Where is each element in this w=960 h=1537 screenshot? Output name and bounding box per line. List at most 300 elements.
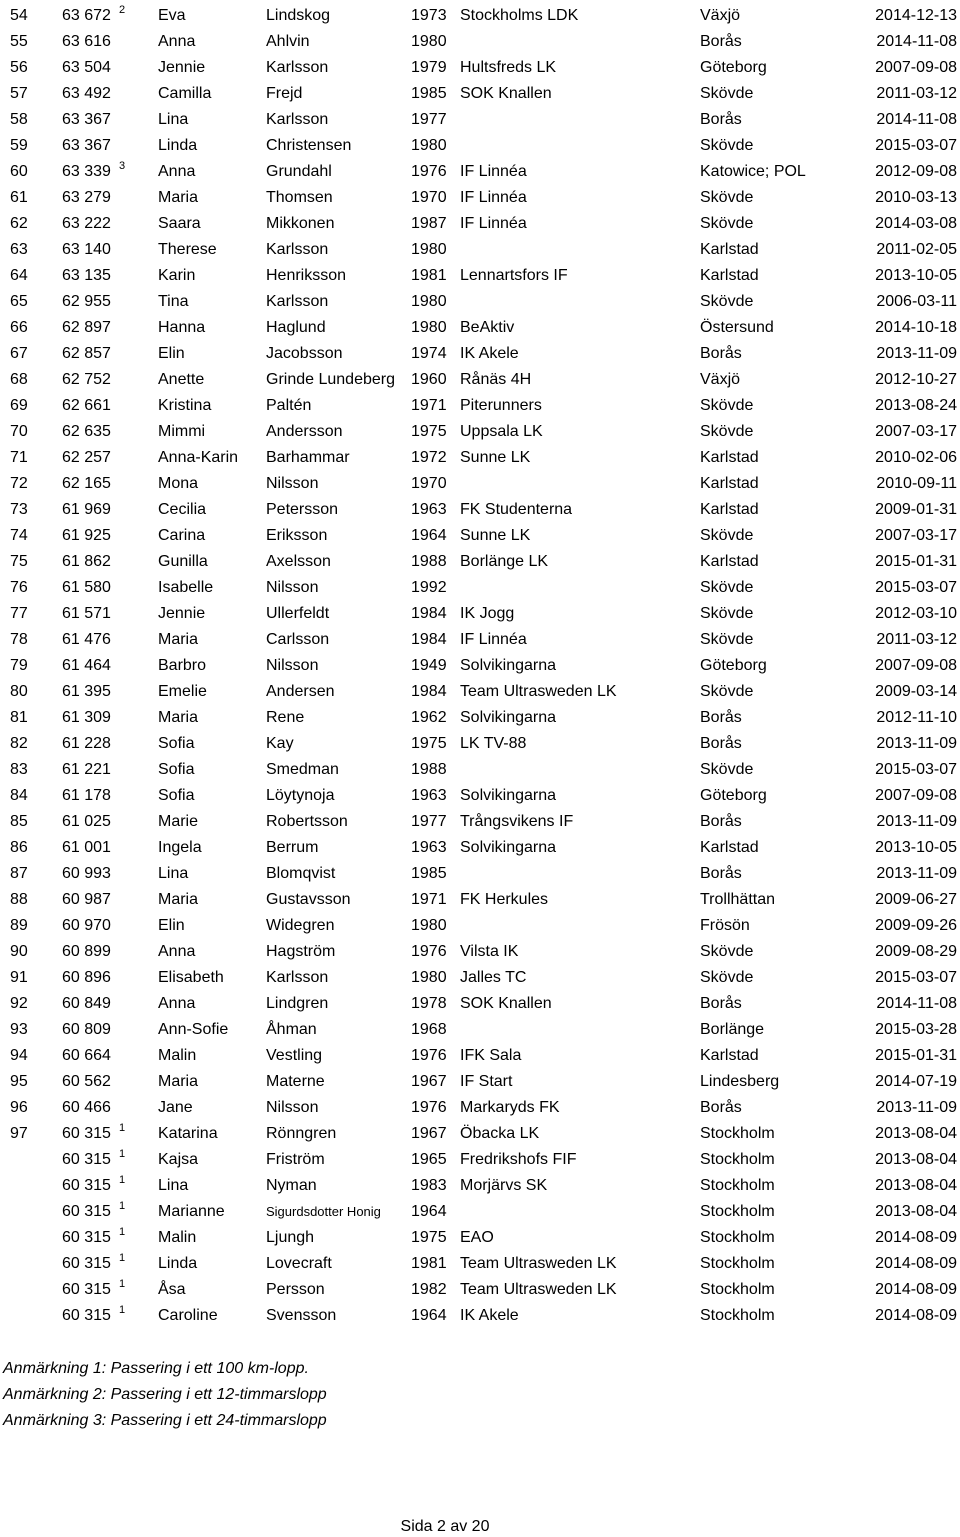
result-cell-text: 62 955: [62, 293, 111, 310]
place-cell-text: Skövde: [700, 683, 754, 700]
date-cell: [865, 367, 960, 393]
club-cell-text: LK TV-88: [460, 735, 527, 752]
note-marker: 1: [118, 1174, 126, 1186]
last-name-cell: [266, 107, 411, 133]
last-name-cell: [266, 1277, 411, 1303]
last-name-cell-text: Karlsson: [266, 969, 329, 986]
date-cell-text: 2013-08-04: [875, 1203, 957, 1220]
rank-cell: [0, 939, 62, 965]
rank-cell-text: 80: [10, 683, 28, 700]
club-cell: [460, 367, 700, 393]
result-cell-text: 63 672: [62, 7, 111, 24]
result-cell-text: 62 257: [62, 449, 111, 466]
rank-cell: [0, 393, 62, 419]
date-cell-text: 2014-10-18: [875, 319, 957, 336]
first-name-cell-text: Gunilla: [158, 553, 208, 570]
last-name-cell-text: Ahlvin: [266, 33, 310, 50]
place-cell-text: Stockholm: [700, 1151, 775, 1168]
last-name-cell-text: Andersen: [266, 683, 335, 700]
last-name-cell-text: Lindgren: [266, 995, 329, 1012]
date-cell: [865, 29, 960, 55]
club-cell: [460, 1303, 700, 1329]
club-cell: [460, 29, 700, 55]
place-cell: [700, 887, 865, 913]
rank-cell-text: 85: [10, 813, 28, 830]
club-cell-text: Team Ultrasweden LK: [460, 1281, 617, 1298]
place-cell: [700, 653, 865, 679]
rank-cell-text: 83: [10, 761, 28, 778]
rank-cell: [0, 965, 62, 991]
club-cell: [460, 289, 700, 315]
result-cell-text: 61 969: [62, 501, 111, 518]
table-row: [0, 289, 960, 315]
rank-cell-text: 63: [10, 241, 28, 258]
birth-year-cell-text: 1975: [411, 423, 447, 440]
place-cell: [700, 991, 865, 1017]
last-name-cell-text: Karlsson: [266, 111, 329, 128]
result-cell: [62, 3, 158, 29]
note-3: Anmärkning 3: Passering i ett 24-timmarslopp: [3, 1412, 327, 1429]
place-cell-text: Karlstad: [700, 241, 759, 258]
date-cell: [865, 341, 960, 367]
club-cell: [460, 341, 700, 367]
last-name-cell-text: Henriksson: [266, 267, 347, 284]
place-cell-text: Karlstad: [700, 553, 759, 570]
result-cell: [62, 497, 158, 523]
place-cell-text: Skövde: [700, 527, 754, 544]
first-name-cell: [158, 237, 266, 263]
first-name-cell: [158, 367, 266, 393]
date-cell: [865, 705, 960, 731]
result-cell: [62, 367, 158, 393]
result-cell-text: 61 221: [62, 761, 111, 778]
club-cell-text: Lennartsfors IF: [460, 267, 568, 284]
result-cell-text: 62 165: [62, 475, 111, 492]
result-cell-text: 63 135: [62, 267, 111, 284]
date-cell-text: 2014-11-08: [876, 111, 957, 128]
first-name-cell-text: Elisabeth: [158, 969, 224, 986]
place-cell-text: Karlstad: [700, 1047, 759, 1064]
place-cell-text: Stockholm: [700, 1307, 775, 1324]
club-cell: [460, 653, 700, 679]
date-cell: [865, 471, 960, 497]
date-cell-text: 2015-03-07: [875, 137, 957, 154]
rank-cell: [0, 471, 62, 497]
result-cell-text: 63 492: [62, 85, 111, 102]
result-cell: [62, 1303, 158, 1329]
birth-year-cell: [411, 159, 460, 185]
date-cell-text: 2009-01-31: [875, 501, 957, 518]
place-cell: [700, 1173, 865, 1199]
club-cell-text: Sunne LK: [460, 449, 531, 466]
result-cell-text: 60 315: [62, 1151, 111, 1168]
birth-year-cell-text: 1977: [411, 111, 447, 128]
table-row: [0, 991, 960, 1017]
last-name-cell: [266, 731, 411, 757]
birth-year-cell: [411, 601, 460, 627]
first-name-cell: [158, 263, 266, 289]
club-cell: [460, 861, 700, 887]
first-name-cell: [158, 315, 266, 341]
result-cell: [62, 1069, 158, 1095]
rank-cell: [0, 1147, 62, 1173]
last-name-cell: [266, 419, 411, 445]
result-cell-text: 60 899: [62, 943, 111, 960]
rank-cell: [0, 159, 62, 185]
first-name-cell: [158, 29, 266, 55]
place-cell-text: Stockholm: [700, 1281, 775, 1298]
rank-cell-text: 72: [10, 475, 28, 492]
place-cell-text: Stockholm: [700, 1255, 775, 1272]
result-cell: [62, 419, 158, 445]
club-cell: [460, 809, 700, 835]
club-cell-text: BeAktiv: [460, 319, 515, 336]
birth-year-cell: [411, 809, 460, 835]
birth-year-cell-text: 1985: [411, 865, 447, 882]
table-row: [0, 367, 960, 393]
last-name-cell-text: Berrum: [266, 839, 319, 856]
first-name-cell: [158, 3, 266, 29]
date-cell-text: 2010-03-13: [875, 189, 957, 206]
place-cell: [700, 211, 865, 237]
note-marker: 1: [118, 1252, 126, 1264]
result-cell: [62, 1251, 158, 1277]
first-name-cell: [158, 913, 266, 939]
date-cell-text: 2013-11-09: [876, 735, 957, 752]
place-cell-text: Borås: [700, 1099, 742, 1116]
rank-cell: [0, 731, 62, 757]
results-rows: [0, 3, 960, 1329]
result-cell: [62, 861, 158, 887]
result-cell: [62, 783, 158, 809]
last-name-cell: [266, 965, 411, 991]
rank-cell-text: 79: [10, 657, 28, 674]
date-cell: [865, 133, 960, 159]
table-row: [0, 835, 960, 861]
date-cell: [865, 627, 960, 653]
birth-year-cell: [411, 185, 460, 211]
club-cell: [460, 1173, 700, 1199]
result-cell: [62, 939, 158, 965]
last-name-cell: [266, 133, 411, 159]
place-cell-text: Skövde: [700, 761, 754, 778]
result-cell-text: 60 809: [62, 1021, 111, 1038]
place-cell-text: Karlstad: [700, 501, 759, 518]
place-cell: [700, 1095, 865, 1121]
rank-cell-text: 67: [10, 345, 28, 362]
table-row: [0, 29, 960, 55]
place-cell-text: Skövde: [700, 85, 754, 102]
place-cell-text: Skövde: [700, 423, 754, 440]
last-name-cell: [266, 991, 411, 1017]
rank-cell-text: 61: [10, 189, 28, 206]
rank-cell: [0, 419, 62, 445]
last-name-cell: [266, 237, 411, 263]
date-cell-text: 2011-02-05: [876, 241, 957, 258]
rank-cell: [0, 705, 62, 731]
rank-cell-text: 56: [10, 59, 28, 76]
birth-year-cell-text: 1975: [411, 735, 447, 752]
result-cell-text: 63 367: [62, 111, 111, 128]
club-cell-text: Borlänge LK: [460, 553, 549, 570]
last-name-cell-text: Materne: [266, 1073, 325, 1090]
date-cell-text: 2009-09-26: [875, 917, 957, 934]
rank-cell-text: 73: [10, 501, 28, 518]
rank-cell: [0, 237, 62, 263]
club-cell-text: Trångsvikens IF: [460, 813, 574, 830]
rank-cell: [0, 1017, 62, 1043]
rank-cell-text: 91: [10, 969, 28, 986]
place-cell: [700, 731, 865, 757]
place-cell: [700, 783, 865, 809]
result-cell-text: 60 896: [62, 969, 111, 986]
rank-cell-text: 92: [10, 995, 28, 1012]
first-name-cell: [158, 549, 266, 575]
last-name-cell: [266, 1043, 411, 1069]
table-row: [0, 1069, 960, 1095]
last-name-cell-text: Friström: [266, 1151, 325, 1168]
result-cell-text: 63 222: [62, 215, 111, 232]
result-cell: [62, 289, 158, 315]
place-cell: [700, 679, 865, 705]
club-cell-text: Hultsfreds LK: [460, 59, 557, 76]
place-cell: [700, 1225, 865, 1251]
result-cell-text: 61 476: [62, 631, 111, 648]
last-name-cell-text: Grundahl: [266, 163, 332, 180]
rank-cell-text: 68: [10, 371, 28, 388]
date-cell: [865, 1277, 960, 1303]
date-cell: [865, 159, 960, 185]
table-row: [0, 133, 960, 159]
birth-year-cell-text: 1976: [411, 163, 447, 180]
birth-year-cell-text: 1992: [411, 579, 447, 596]
result-cell: [62, 159, 158, 185]
last-name-cell: [266, 471, 411, 497]
first-name-cell: [158, 575, 266, 601]
birth-year-cell: [411, 575, 460, 601]
place-cell-text: Göteborg: [700, 787, 767, 804]
birth-year-cell: [411, 627, 460, 653]
first-name-cell-text: Maria: [158, 709, 199, 726]
last-name-cell: [266, 783, 411, 809]
table-row: [0, 263, 960, 289]
date-cell: [865, 1147, 960, 1173]
result-cell-text: 61 464: [62, 657, 111, 674]
first-name-cell-text: Anna: [158, 943, 196, 960]
note-marker: 1: [118, 1148, 126, 1160]
place-cell-text: Skövde: [700, 631, 754, 648]
rank-cell-text: 76: [10, 579, 28, 596]
birth-year-cell-text: 1976: [411, 1047, 447, 1064]
first-name-cell-text: Jennie: [158, 59, 206, 76]
rank-cell: [0, 133, 62, 159]
date-cell: [865, 1251, 960, 1277]
first-name-cell: [158, 523, 266, 549]
rank-cell-text: 60: [10, 163, 28, 180]
last-name-cell-text: Karlsson: [266, 293, 329, 310]
place-cell-text: Stockholm: [700, 1229, 775, 1246]
first-name-cell: [158, 1121, 266, 1147]
club-cell-text: Team Ultrasweden LK: [460, 1255, 617, 1272]
birth-year-cell-text: 1984: [411, 605, 447, 622]
first-name-cell-text: Barbro: [158, 657, 207, 674]
birth-year-cell: [411, 653, 460, 679]
table-row: [0, 1277, 960, 1303]
result-cell: [62, 237, 158, 263]
last-name-cell-text: Nyman: [266, 1177, 317, 1194]
first-name-cell-text: Lina: [158, 865, 189, 882]
birth-year-cell: [411, 315, 460, 341]
first-name-cell-text: Lina: [158, 111, 189, 128]
place-cell: [700, 1277, 865, 1303]
result-cell-text: 63 339: [62, 163, 111, 180]
place-cell-text: Skövde: [700, 579, 754, 596]
club-cell: [460, 913, 700, 939]
date-cell-text: 2014-08-09: [875, 1307, 957, 1324]
last-name-cell: [266, 705, 411, 731]
date-cell: [865, 55, 960, 81]
club-cell: [460, 315, 700, 341]
club-cell: [460, 133, 700, 159]
date-cell: [865, 3, 960, 29]
place-cell: [700, 341, 865, 367]
table-row: [0, 81, 960, 107]
rank-cell: [0, 679, 62, 705]
first-name-cell: [158, 1017, 266, 1043]
table-row: [0, 627, 960, 653]
rank-cell: [0, 29, 62, 55]
birth-year-cell-text: 1980: [411, 137, 447, 154]
birth-year-cell-text: 1981: [411, 1255, 447, 1272]
last-name-cell: [266, 81, 411, 107]
last-name-cell-text: Gustavsson: [266, 891, 351, 908]
table-row: [0, 445, 960, 471]
rank-cell-text: 77: [10, 605, 28, 622]
place-cell: [700, 3, 865, 29]
first-name-cell: [158, 419, 266, 445]
rank-cell-text: 87: [10, 865, 28, 882]
first-name-cell-text: Jane: [158, 1099, 193, 1116]
place-cell-text: Skövde: [700, 969, 754, 986]
club-cell-text: Piterunners: [460, 397, 542, 414]
date-cell-text: 2010-02-06: [875, 449, 957, 466]
last-name-cell-text: Åhman: [266, 1021, 317, 1038]
rank-cell: [0, 211, 62, 237]
birth-year-cell: [411, 757, 460, 783]
place-cell: [700, 1069, 865, 1095]
rank-cell-text: 58: [10, 111, 28, 128]
birth-year-cell: [411, 731, 460, 757]
rank-cell-text: 74: [10, 527, 28, 544]
birth-year-cell: [411, 29, 460, 55]
result-cell: [62, 1043, 158, 1069]
last-name-cell-text: Barhammar: [266, 449, 350, 466]
club-cell: [460, 601, 700, 627]
result-cell-text: 60 849: [62, 995, 111, 1012]
date-cell-text: 2014-11-08: [876, 995, 957, 1012]
birth-year-cell-text: 1963: [411, 501, 447, 518]
last-name-cell: [266, 1199, 411, 1225]
first-name-cell: [158, 679, 266, 705]
result-cell-text: 61 925: [62, 527, 111, 544]
first-name-cell: [158, 809, 266, 835]
result-cell-text: 62 897: [62, 319, 111, 336]
first-name-cell-text: Jennie: [158, 605, 206, 622]
table-row: [0, 497, 960, 523]
table-row: [0, 159, 960, 185]
place-cell: [700, 315, 865, 341]
birth-year-cell: [411, 1225, 460, 1251]
club-cell-text: Solvikingarna: [460, 787, 557, 804]
rank-cell-text: 90: [10, 943, 28, 960]
table-row: [0, 809, 960, 835]
rank-cell-text: 75: [10, 553, 28, 570]
date-cell: [865, 315, 960, 341]
rank-cell: [0, 445, 62, 471]
rank-cell-text: 82: [10, 735, 28, 752]
date-cell-text: 2014-08-09: [875, 1281, 957, 1298]
table-row: [0, 211, 960, 237]
date-cell: [865, 289, 960, 315]
last-name-cell: [266, 679, 411, 705]
club-cell-text: Solvikingarna: [460, 839, 557, 856]
last-name-cell-text: Haglund: [266, 319, 326, 336]
birth-year-cell-text: 1985: [411, 85, 447, 102]
last-name-cell-text: Eriksson: [266, 527, 328, 544]
last-name-cell-text: Jacobsson: [266, 345, 343, 362]
date-cell-text: 2013-08-04: [875, 1125, 957, 1142]
result-cell: [62, 887, 158, 913]
table-row: [0, 393, 960, 419]
table-row: [0, 107, 960, 133]
last-name-cell: [266, 211, 411, 237]
place-cell: [700, 367, 865, 393]
result-cell: [62, 523, 158, 549]
rank-cell-text: 65: [10, 293, 28, 310]
date-cell: [865, 523, 960, 549]
first-name-cell: [158, 107, 266, 133]
results-table: [0, 3, 960, 1329]
birth-year-cell: [411, 1069, 460, 1095]
birth-year-cell: [411, 1043, 460, 1069]
last-name-cell: [266, 3, 411, 29]
club-cell: [460, 783, 700, 809]
birth-year-cell-text: 1984: [411, 683, 447, 700]
birth-year-cell: [411, 237, 460, 263]
club-cell: [460, 185, 700, 211]
place-cell-text: Borås: [700, 865, 742, 882]
last-name-cell-text: Ljungh: [266, 1229, 315, 1246]
first-name-cell: [158, 1069, 266, 1095]
result-cell-text: 63 279: [62, 189, 111, 206]
first-name-cell-text: Lina: [158, 1177, 189, 1194]
birth-year-cell-text: 1976: [411, 943, 447, 960]
date-cell-text: 2007-03-17: [875, 423, 957, 440]
birth-year-cell: [411, 965, 460, 991]
club-cell: [460, 887, 700, 913]
date-cell: [865, 263, 960, 289]
first-name-cell-text: Linda: [158, 137, 198, 154]
last-name-cell-text: Nilsson: [266, 657, 319, 674]
birth-year-cell-text: 1970: [411, 475, 447, 492]
result-cell: [62, 809, 158, 835]
club-cell-text: Solvikingarna: [460, 657, 557, 674]
last-name-cell: [266, 835, 411, 861]
date-cell: [865, 965, 960, 991]
result-cell-text: 60 315: [62, 1229, 111, 1246]
rank-cell-text: 54: [10, 7, 28, 24]
place-cell-text: Trollhättan: [700, 891, 775, 908]
